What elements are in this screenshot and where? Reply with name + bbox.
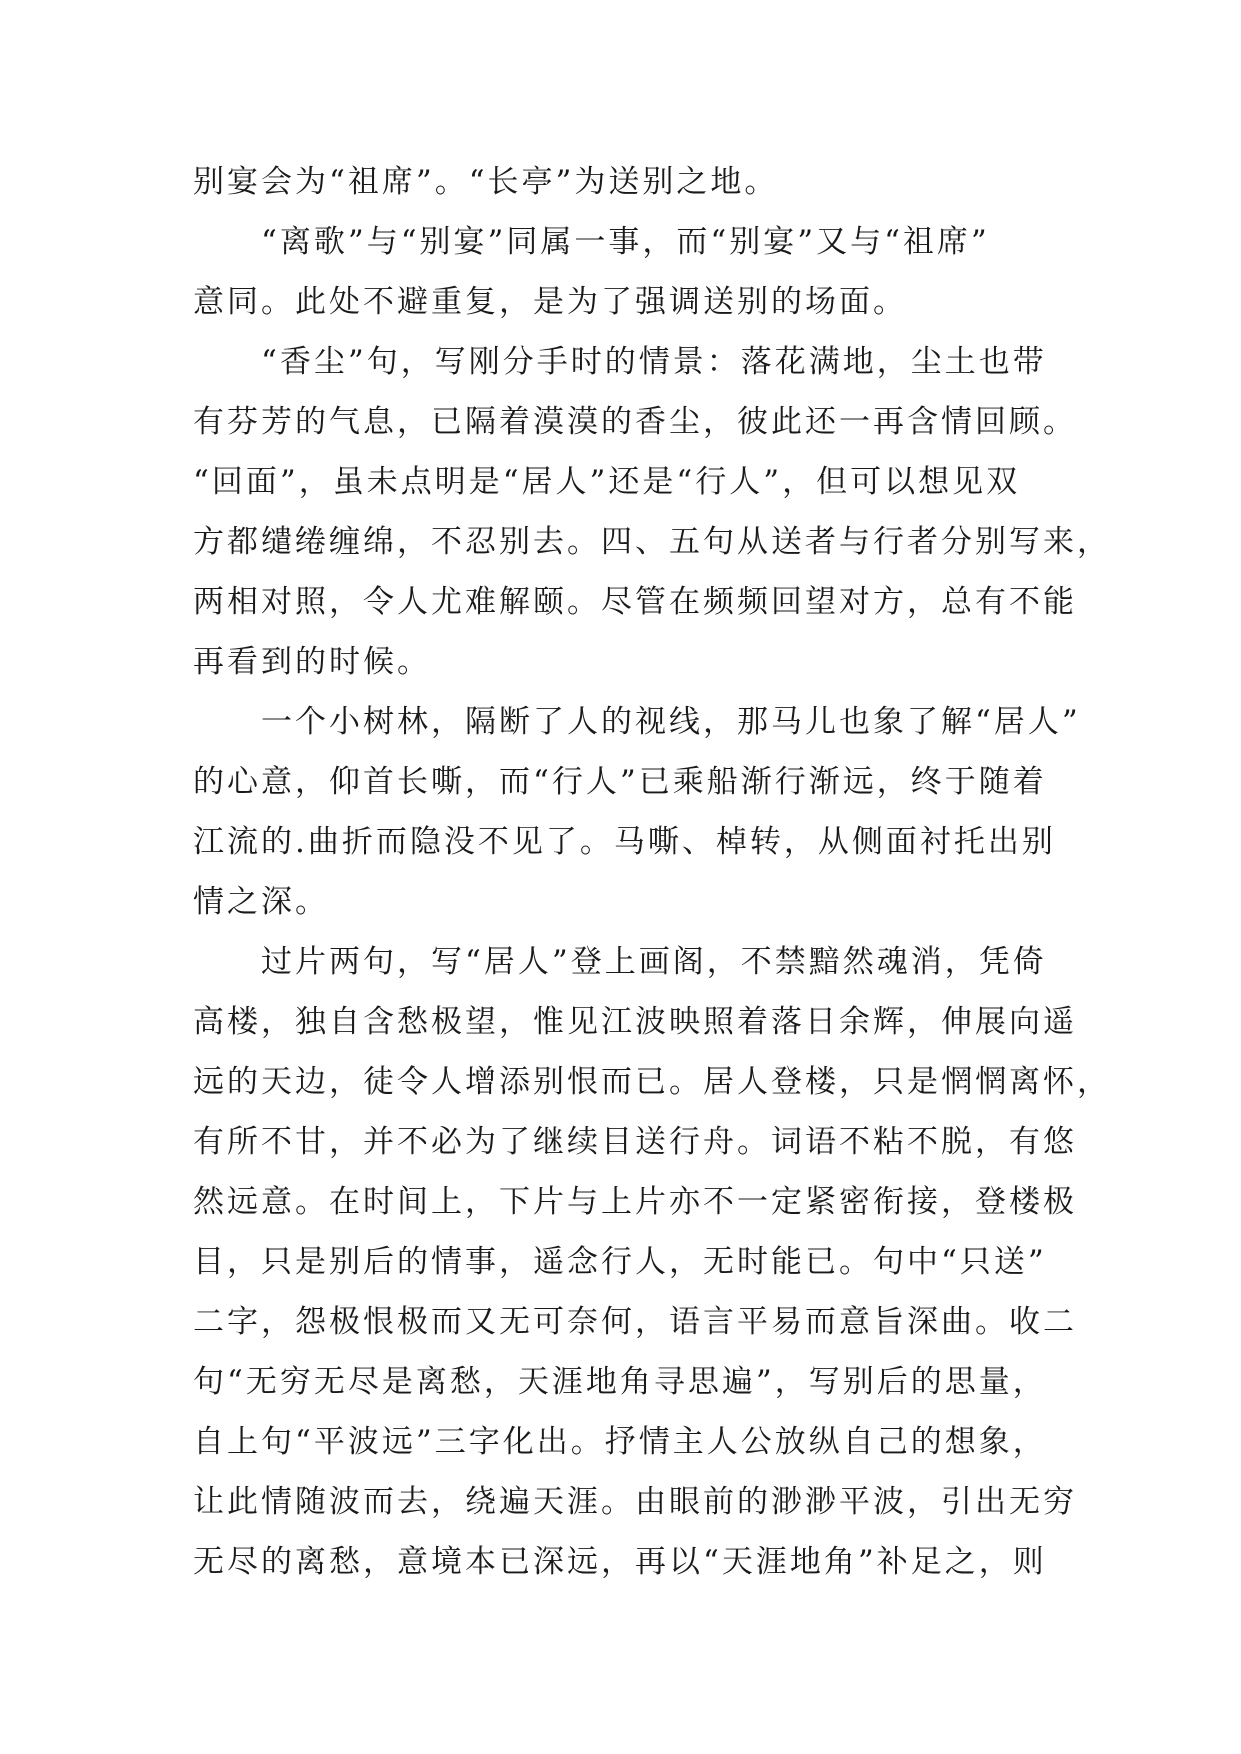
- text-line: 高楼，独自含愁极望，惟见江波映照着落日余辉，伸展向遥: [193, 1004, 1077, 1040]
- text-line: 过片两句，写“居人”登上画阁，不禁黯然魂消，凭倚: [261, 944, 1047, 980]
- body-text: [193, 152, 1111, 1592]
- text-line: 目，只是别后的情事，遥念行人，无时能已。句中“只送”: [193, 1244, 1047, 1280]
- text-line: 有芬芳的气息，已隔着漠漠的香尘，彼此还一再含情回顾。: [193, 404, 1077, 440]
- text-line: 意同。此处不避重复，是为了强调送别的场面。: [193, 284, 907, 320]
- text-line: 然远意。在时间上，下片与上片亦不一定紧密衔接，登楼极: [193, 1184, 1077, 1220]
- text-line: 情之深。: [193, 884, 329, 920]
- text-line: 再看到的时候。: [193, 644, 431, 680]
- text-line: 句“无穷无尽是离愁，天涯地角寻思遍”，写别后的思量，: [193, 1364, 1047, 1400]
- text-line: 无尽的离愁，意境本已深远，再以“天涯地角”补足之，则: [193, 1544, 1047, 1580]
- text-line: “回面”，虽未点明是“居人”还是“行人”，但可以想见双: [193, 464, 1021, 500]
- text-line: 自上句“平波远”三字化出。抒情主人公放纵自己的想象，: [193, 1424, 1047, 1460]
- text-line: 让此情随波而去，绕遍天涯。由眼前的渺渺平波，引出无穷: [193, 1484, 1077, 1520]
- text-line: 有所不甘，并不必为了继续目送行舟。词语不粘不脱，有悠: [193, 1124, 1077, 1160]
- text-line: 一个小树林，隔断了人的视线，那马儿也象了解“居人”: [261, 704, 1081, 740]
- text-line: 远的天边，徒令人增添别恨而已。居人登楼，只是惘惘离怀，: [193, 1064, 1111, 1100]
- text-line: 别宴会为“祖席”。“长亭”为送别之地。: [193, 164, 779, 200]
- text-line: “香尘”句，写刚分手时的情景：落花满地，尘土也带: [261, 344, 1047, 380]
- text-line: “离歌”与“别宴”同属一事，而“别宴”又与“祖席”: [261, 224, 990, 260]
- text-line: 江流的.曲折而隐没不见了。马嘶、棹转，从侧面衬托出别: [193, 824, 1056, 860]
- text-line: 的心意，仰首长嘶，而“行人”已乘船渐行渐远，终于随着: [193, 764, 1047, 800]
- text-line: 二字，怨极恨极而又无可奈何，语言平易而意旨深曲。收二: [193, 1304, 1077, 1340]
- text-line: 方都缱绻缠绵，不忍别去。四、五句从送者与行者分别写来，: [193, 524, 1111, 560]
- text-line: 两相对照，令人尤难解颐。尽管在频频回望对方，总有不能: [193, 584, 1077, 620]
